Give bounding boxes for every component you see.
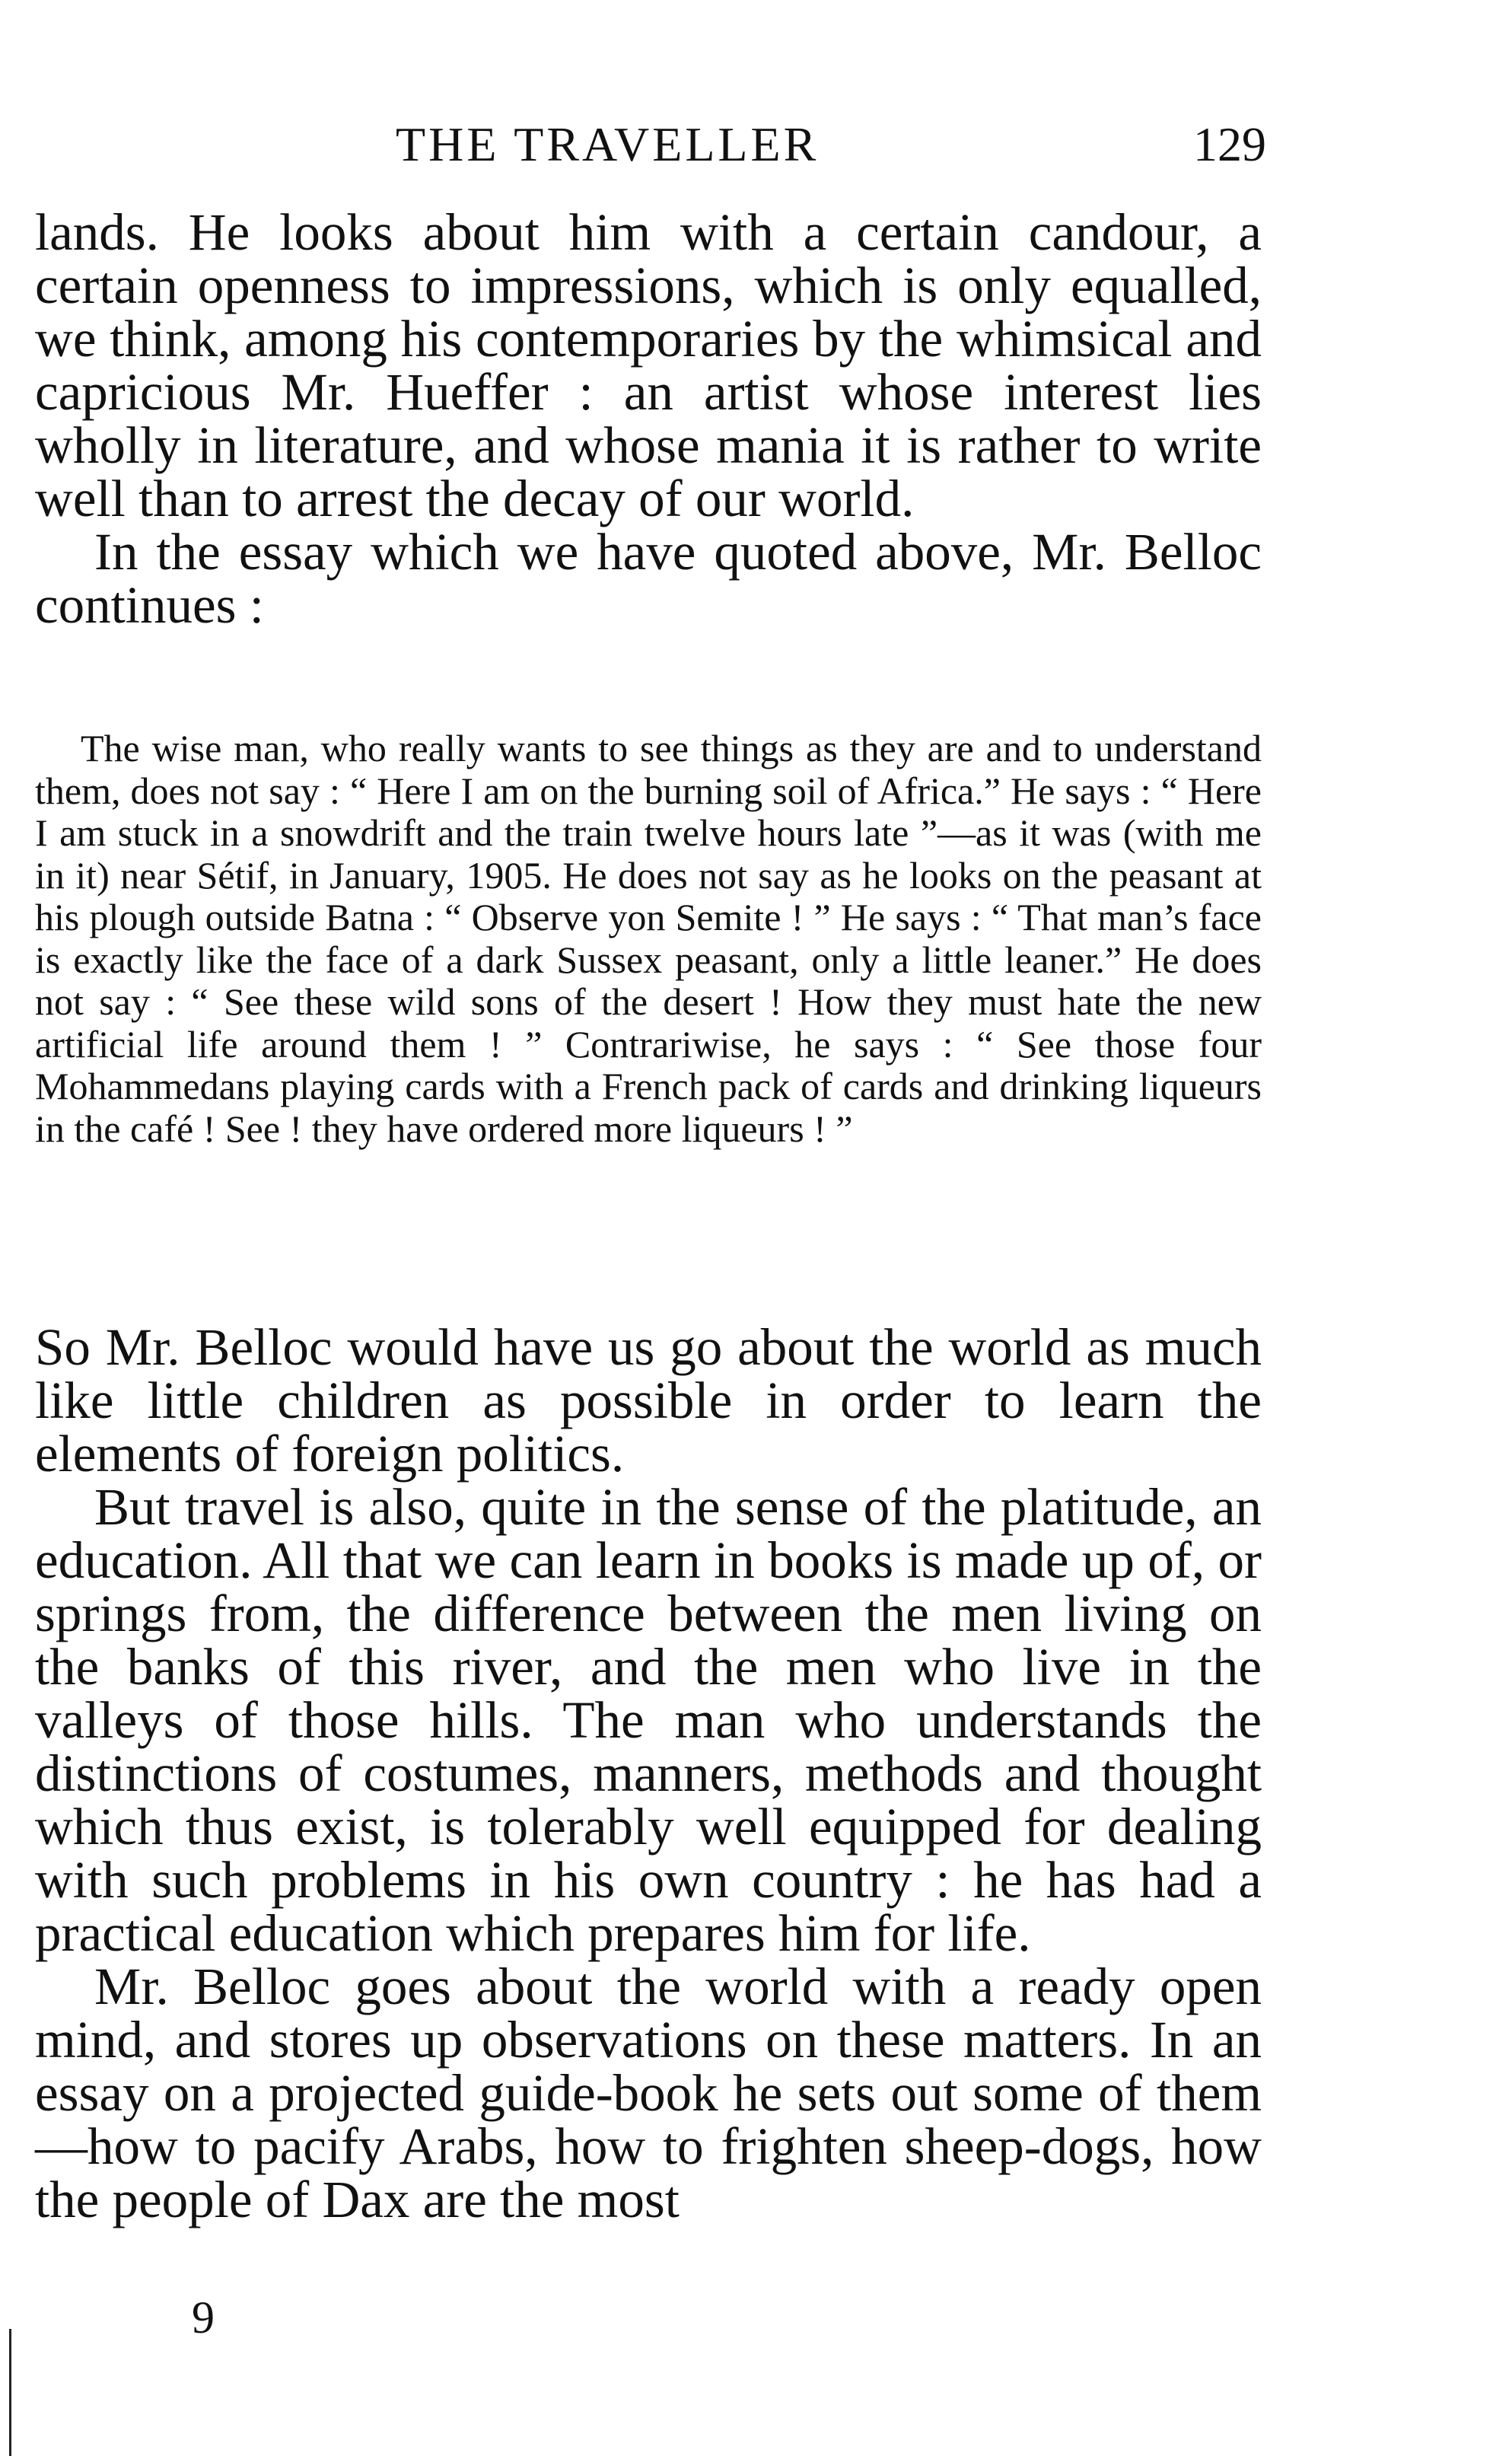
page-edge-line xyxy=(9,2329,11,2456)
paragraph: Mr. Belloc goes about the world with a ready open mind, and stores up observations on these matters. In an essay on a projected guide-book he sets out some of them—how to pacify Arabs, how to frighten sheep-dogs, how the people of Dax are the most xyxy=(35,1957,1262,2228)
body-text-bottom xyxy=(35,1320,1262,2226)
page-header xyxy=(0,114,1512,175)
signature-mark: 9 xyxy=(192,2292,215,2343)
paragraph: lands. He looks about him with a certain candour, a certain openness to impressions, which is only equalled, we think, among his contemporaries by the whimsical and capricious Mr. Hueffer : an artist whose interest lies wholly in literature, and whose mania it is rather to write well than to arrest the decay of our world. xyxy=(35,203,1262,527)
paragraph: In the essay which we have quoted above, Mr. Belloc continues : xyxy=(35,523,1262,634)
block-quotation: The wise man, who really wants to see things as they are and to understand them, does not say : “ Here I am on the burning soil of Africa.” He says : “ Here I am stuck in a snowdrift and the train twelve hours late ”—as it was (with me in it) near Sétif, in January, 1905. He does not say as he looks on the peasant at his plough outside Batna : “ Observe yon Semite ! ” He says : “ That man’s face is exactly like the face of a dark Sussex peasant, only a little leaner.” He does not say : “ See these wild sons of the desert ! How they must hate the new artificial life around them ! ” Contrariwise, he says : “ See those four Mohammedans playing cards with a French pack of cards and drinking liqueurs in the café ! See ! they have ordered more liqueurs ! ” xyxy=(35,727,1262,1150)
running-head: THE TRAVELLER xyxy=(396,117,820,171)
paragraph: So Mr. Belloc would have us go about the world as much like little children as possible in order to learn the elements of foreign politics. xyxy=(35,1318,1262,1483)
body-text-top xyxy=(35,205,1262,632)
page-number: 129 xyxy=(1193,117,1266,171)
paragraph: But travel is also, quite in the sense of the platitude, an education. All that we can learn in books is made up of, or springs from, the difference between the men living on the banks of this river, and the men who live in the valleys of those hills. The man who understands the distinctions of costumes, manners, methods and thought which thus exist, is tolerably well equipped for dealing with such problems in his own country : he has had a practical education which prepares him for life. xyxy=(35,1478,1262,1962)
